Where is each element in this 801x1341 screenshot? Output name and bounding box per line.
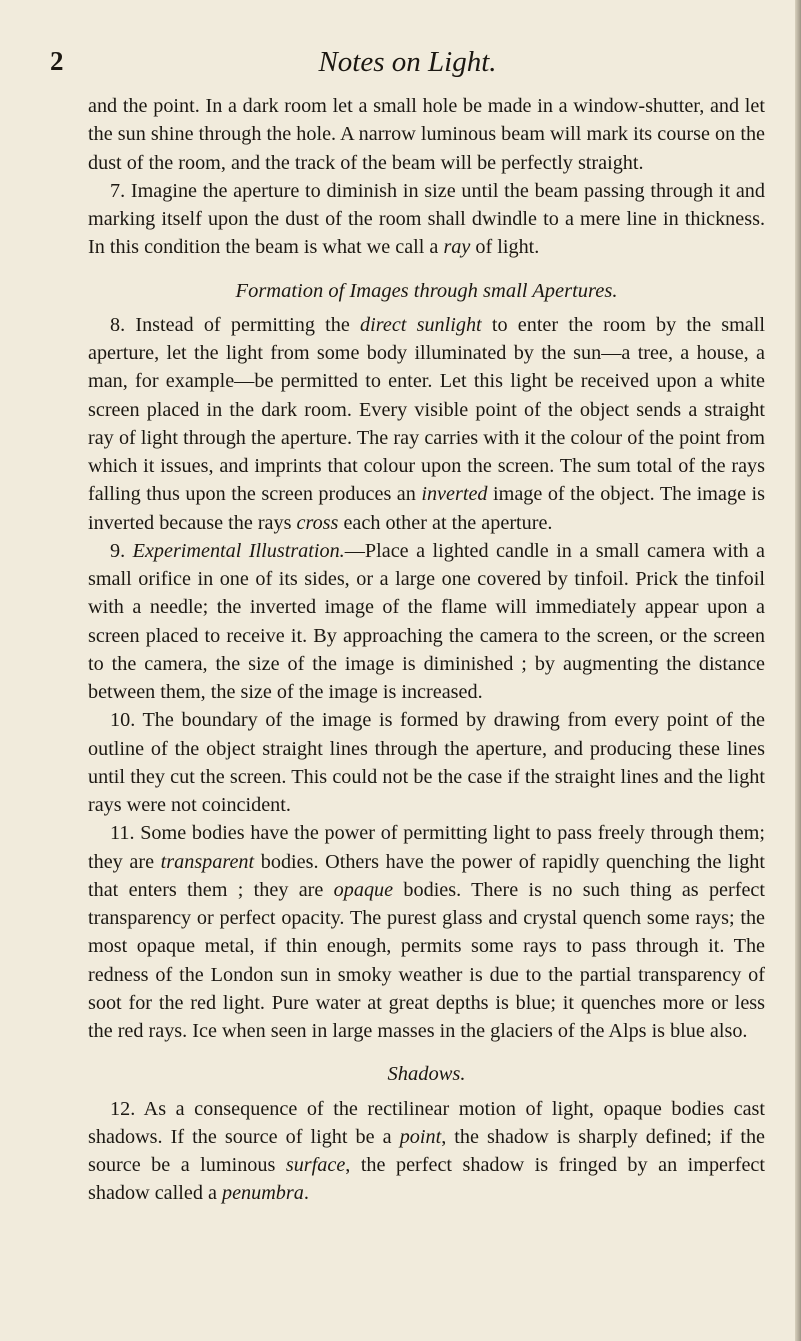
paragraph-7	[88, 177, 765, 262]
running-title: Notes on Light.	[318, 46, 497, 78]
text: 8. Instead of permitting the	[110, 313, 361, 336]
text: of light.	[470, 236, 540, 259]
paragraph-9	[88, 537, 765, 707]
section-heading-formation: Formation of Images through small Apertures.	[235, 279, 618, 302]
text: each other at the aperture.	[338, 511, 553, 534]
paragraph-8	[88, 311, 765, 537]
text: 11. Some bodies have the power of permitting light to pass freely through them; they are	[88, 822, 765, 873]
text: 9.	[110, 539, 133, 562]
page-number: 2	[50, 46, 64, 76]
emphasis-penumbra: penumbra	[221, 1182, 304, 1205]
paragraph-intro	[88, 92, 765, 177]
page-edge	[795, 0, 801, 1341]
emphasis-cross: cross	[296, 511, 339, 534]
text: and the point. In a dark room let a small hole be made in a window-shutter, and let the sun shine through the hole. A narrow luminous beam will mark its course on the dust of the room, and the track of the beam will be perfectly straight.	[88, 95, 765, 174]
text: 12. As a consequence of the rectilinear motion of light, opaque bodies cast shadows. If the source of light be a	[88, 1097, 765, 1148]
emphasis-inverted: inverted	[421, 483, 488, 506]
text: 10. The boundary of the image is formed by drawing from every point of the outline of the object straight lines through the aperture, and producing these lines until they cut the screen. This could not be the case if the straight lines and the light rays were not coincident.	[88, 709, 765, 816]
text: bodies. Others have the power of rapidly quenching the light that enters them ; they are	[88, 850, 766, 901]
emphasis-surface: surface	[285, 1154, 346, 1176]
paragraph-11	[88, 819, 765, 1045]
paragraph-10	[88, 706, 765, 819]
text: image of the object. The image is inverted because the rays	[88, 483, 765, 534]
page-body	[88, 92, 765, 1208]
text: , the shadow is sharply defined; if the source be a luminous	[88, 1125, 766, 1176]
text: .	[303, 1182, 309, 1205]
emphasis-experimental-illustration: Experimental Illustration.	[132, 539, 345, 562]
text: to enter the room by the small aperture, let the light from some body illuminated by the sun—a tree, a house, a man, for example—be permitted to enter. Let this light be received upon a white screen placed in the dark room. Every visible point of the object sends a straight ray of light through the aperture. The ray carries with it the colour of the point from which it issues, and imprints that colour upon the screen. The sum total of the rays falling thus upon the screen produces an	[88, 313, 765, 506]
emphasis-direct-sunlight: direct sunlight	[360, 313, 482, 336]
emphasis-transparent: transparent	[160, 850, 255, 873]
text: —Place a lighted candle in a small camera with a small orifice in one of its sides, or a large one covered by tinfoil. Prick the tinfoil with a needle; the inverted image of the flame will immediately appear upon a screen placed to receive it. By approaching the camera to the screen, or the screen to the camera, the size of the image is diminished ; by augmenting the distance between them, the size of the image is increased.	[88, 539, 766, 703]
page-header	[50, 46, 765, 86]
text: , the perfect shadow is fringed by an imperfect shadow called a	[88, 1154, 765, 1205]
emphasis-ray: ray	[443, 236, 471, 259]
section-heading-shadows: Shadows.	[387, 1063, 466, 1086]
text: 7. Imagine the aperture to diminish in size until the beam passing through it and marking itself upon the dust of the room shall dwindle to a mere line in thickness. In this condition the beam is what we call a	[88, 179, 765, 259]
text: bodies. There is no such thing as perfect transparency or perfect opacity. The purest glass and crystal quench some rays; the most opaque metal, if thin enough, permits some rays to pass through it. The redness of the London sun in smoky weather is due to the partial transparency of soot for the red light. Pure water at great depths is blue; it quenches more or less the red rays. Ice when seen in large masses in the glaciers of the Alps is blue also.	[88, 878, 765, 1042]
paragraph-12	[88, 1095, 765, 1208]
emphasis-opaque: opaque	[333, 878, 394, 901]
emphasis-point: point	[399, 1125, 442, 1148]
